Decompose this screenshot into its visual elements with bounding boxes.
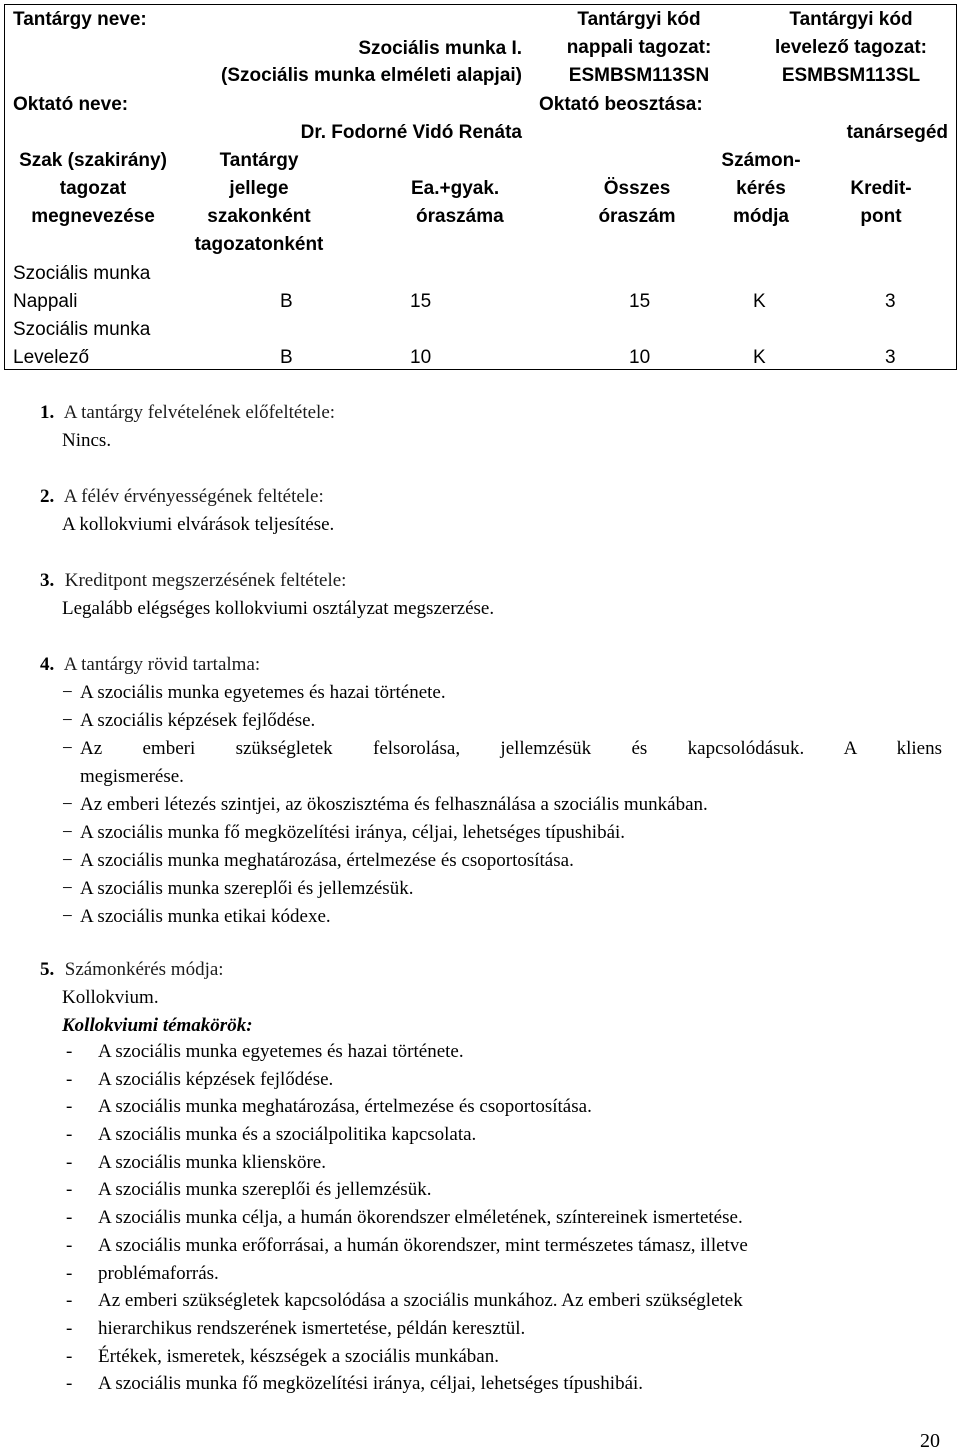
section-4-number: 4. [40, 654, 55, 675]
topic-item: - A szociális munka meghatározása, értelmezése és csoportosítása. [66, 1096, 592, 1118]
row2-program: Szociális munka [13, 319, 151, 340]
topic-item: - A szociális munka szereplői és jellemzésük. [66, 1179, 432, 1201]
code-corr-value: ESMBSM113SL [781, 65, 921, 86]
col-total-1: Összes [603, 178, 671, 199]
section-validity [40, 486, 940, 542]
col-type-3: szakonként [207, 206, 311, 227]
row1-exam: K [753, 291, 766, 312]
row2-mode: Levelező [13, 347, 90, 368]
section-3-text: Legalább elégséges kollokviumi osztályzat megszerzése. [62, 598, 495, 619]
list-item: − A szociális munka meghatározása, értelmezése és csoportosítása. [62, 850, 574, 871]
col-type-2: jellege [229, 178, 289, 199]
section-content [40, 654, 940, 682]
lecturer-label: Oktató neve: [13, 94, 129, 115]
row2-hours: 10 [410, 347, 432, 368]
code-day-value: ESMBSM113SN [568, 65, 710, 86]
section-1-text: Nincs. [62, 430, 112, 451]
topics-label: Kollokviumi témakörök: [62, 1015, 253, 1036]
col-exam-2: kérés [736, 178, 786, 199]
topic-item: - A szociális munka kliensköre. [66, 1151, 326, 1173]
section-credit-condition [40, 570, 940, 626]
page-number: 20 [920, 1430, 940, 1452]
col-hours: óraszáma [416, 206, 504, 227]
list-item: − A szociális képzések fejlődése. [62, 710, 316, 731]
col-program-3: megnevezése [31, 206, 155, 227]
section-5-text: Kollokvium. [62, 987, 159, 1008]
topic-item: - A szociális munka erőforrásai, a humán ökorendszer, mint természetes támasz, illetve [66, 1234, 748, 1256]
section-3-number: 3. [40, 570, 55, 591]
topic-item: - A szociális munka célja, a humán ökorendszer elméletének, színtereinek ismertetése. [66, 1207, 743, 1229]
topic-item: - A szociális képzések fejlődése. [66, 1068, 334, 1090]
position-label: Oktató beosztása: [539, 94, 703, 115]
row1-mode: Nappali [13, 291, 78, 312]
col-type-4: tagozatonként [194, 234, 324, 255]
row1-program: Szociális munka [13, 263, 151, 284]
col-exam-1: Számon- [721, 150, 801, 171]
position-value: tanársegéd [846, 122, 948, 143]
list-item: − A szociális munka etikai kódexe. [62, 906, 331, 927]
row2-exam: K [753, 347, 766, 368]
code-corr-label-1: Tantárgyi kód [789, 9, 913, 30]
section-2-title: A félév érvényességének feltétele: [63, 486, 324, 507]
col-hours-label: Ea.+gyak. [411, 178, 500, 199]
section-5-number: 5. [40, 959, 55, 980]
col-program-1: Szak (szakirány) [19, 150, 167, 171]
row1-credit: 3 [885, 291, 896, 312]
row1-hours: 15 [410, 291, 432, 312]
col-type-1: Tantárgy [219, 150, 299, 171]
section-1-title: A tantárgy felvételének előfeltétele: [63, 402, 336, 423]
subject-name-1: Szociális munka I. [358, 38, 522, 59]
list-item: − Az emberi létezés szintjei, az ökoszisztéma és felhasználása a szociális munkában. [62, 794, 708, 815]
list-item: − A szociális munka egyetemes és hazai története. [62, 682, 446, 703]
section-assessment [40, 959, 940, 1043]
subject-name-2: (Szociális munka elméleti alapjai) [221, 65, 522, 86]
code-day-label-2: nappali tagozat: [566, 37, 712, 58]
section-3-title: Kreditpont megszerzésének feltétele: [64, 570, 347, 591]
row2-total: 10 [629, 347, 651, 368]
topics-list [66, 1041, 946, 1401]
topic-item: - Értékek, ismeretek, készségek a szociális munkában. [66, 1345, 499, 1367]
topic-item: - A szociális munka és a szociálpolitika kapcsolata. [66, 1124, 477, 1146]
row2-credit: 3 [885, 347, 896, 368]
code-corr-label-2: levelező tagozat: [774, 37, 928, 58]
section-prerequisite [40, 402, 940, 458]
content-list [62, 682, 942, 934]
list-item: − Az emberi szükségletek felsorolása, jellemzésük és kapcsolódásuk. A kliens [62, 738, 942, 759]
section-5-title: Számonkérés módja: [64, 959, 224, 980]
col-program-2: tagozat [59, 178, 127, 199]
topic-item: - hierarchikus rendszerének ismertetése, példán keresztül. [66, 1317, 526, 1339]
section-4-title: A tantárgy rövid tartalma: [63, 654, 261, 675]
list-item: − A szociális munka fő megközelítési iránya, céljai, lehetséges típushibái. [62, 822, 626, 843]
subject-label: Tantárgy neve: [13, 9, 147, 30]
section-2-text: A kollokviumi elvárások teljesítése. [62, 514, 335, 535]
section-2-number: 2. [40, 486, 55, 507]
topic-item: - problémaforrás. [66, 1262, 219, 1284]
row2-type: B [280, 347, 293, 368]
row1-type: B [280, 291, 293, 312]
list-item: − A szociális munka szereplői és jellemzésük. [62, 878, 414, 899]
topic-item: - Az emberi szükségletek kapcsolódása a szociális munkához. Az emberi szükségletek [66, 1290, 743, 1312]
topic-item: - A szociális munka egyetemes és hazai története. [66, 1041, 464, 1062]
col-total-2: óraszám [598, 206, 676, 227]
row1-total: 15 [629, 291, 651, 312]
lecturer-name: Dr. Fodorné Vidó Renáta [300, 122, 522, 143]
col-exam-3: módja [733, 206, 789, 227]
code-day-label-1: Tantárgyi kód [577, 9, 701, 30]
col-credit-2: pont [860, 206, 902, 227]
section-1-number: 1. [40, 402, 55, 423]
col-credit-1: Kredit- [850, 178, 912, 199]
topic-item: - A szociális munka fő megközelítési iránya, céljai, lehetséges típushibái. [66, 1373, 644, 1395]
list-item-continuation: megismerése. [80, 766, 184, 787]
course-header-table [4, 4, 957, 370]
